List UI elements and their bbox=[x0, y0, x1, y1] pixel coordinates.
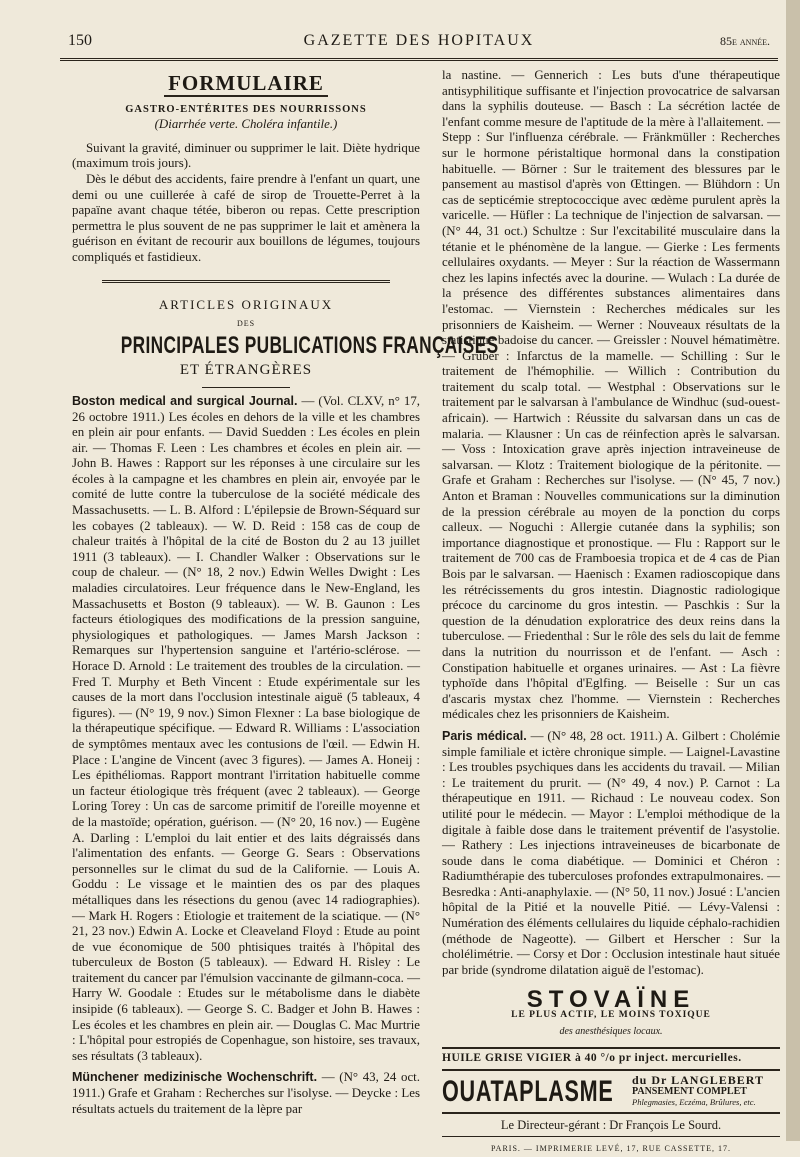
journal-name: Münchener medizinische Wochenschrift. bbox=[72, 1070, 318, 1085]
section-divider bbox=[102, 280, 390, 283]
journal-text: la nastine. — Gennerich : Les buts d'une thérapeutique antisyphilitique suffisante et l'injection provocatrice de salvarsan dans la syphilis douteuse. — Basch : La sécrétion lactée de l'enfant comme mesure de l'aptitude de la mère à l'allaitement. — Stepp : Sur l'influenza cérébrale. — Fränkmüller : Recherches sur le hormone péristaltique hormonal dans la constipation habituelle. — Börner : Sur le traitement des blessures par le pansement au mastisol d'après von Œttingen. — Blühdorn : Un cas de septicémie streptococcique avec œdème purulent après la varicelle. — Hüfler : La technique de l'injection de salvarsan. — (N° 44, 31 oct.) Schultze : Sur l'excitabilité musculaire dans la tétanie et le phénomène de la langue. — Gierke : Les ferments cellulaires oxydants. — Meyer : Sur la réaction de Wassermann chez les lapins infectés avec la dourine. — Wulach : La durée de la présence des différentes substances alimentaires dans l'estomac. — Viernstein : Recherches médicales sur les prisonniers de Kaisheim. — Werner : Nouveaux résultats de la statistique badoise du cancer. — Greissler : Nouvel hématimètre. — Grüber : Infarctus de la mamelle. — Schilling : Sur le traitement de l'hémophilie. — Willich : Contribution du traitement du scalp total. — Westphal : Observations sur le traitement par le salvarsan à l'ambulance de Windhuc (sud-ouest-africain). — Hartwich : Réussite du salvarsan dans un cas de malaria. — Klausner : Un cas de réinfection après le salvarsan. — Voss : Intoxication grave après injection intraveineuse de salvarsan. — Klotz : Traitement biologique de la péritonite. — Grafe et Graham : Recherches sur l'isolyse. — (N° 45, 7 nov.) Anton et Braman : Nouvelles communications sur la diminution de la pression cérébrale au moyen de la ponction du corps calleux. — Noguchi : Allergie cutanée dans la syphilis; son importance diagnostique et pronostique. — Flu : Rapport sur le traitement de 700 cas de Framboesia tropica et de 4 cas de Pian Bois par le salvarsan. — Haenisch : Examen radioscopique dans les rétrécissements du gros intestin. Diagnostic radiologique précoce du carcinome du gros intestin. — Paschkis : Sur la question de la dénudation exploratrice des deux reins dans la tuberculose. — Friedenthal : Sur le rôle des sels du lait de femme dans la nutrition du nourrisson et de l'enfant. — Asch : Constipation habituelle et organes urinaires. — Ast : La fièvre typhoïde dans l'hôpital d'Eglfing. — Beiselle : Sur un cas d'ascaris mystax chez l'homme. — Viernstein : Recherches médicales chez les prisonniers de Kaisheim. bbox=[442, 68, 780, 722]
langlebert-name: du Dr LANGLEBERT bbox=[632, 1072, 765, 1087]
page-number: 150 bbox=[68, 32, 92, 49]
pansement-label: PANSEMENT COMPLET bbox=[632, 1085, 747, 1097]
directeur-gerant: Le Directeur-gérant : Dr François Le Sourd. bbox=[442, 1118, 780, 1138]
journal-entry bbox=[442, 68, 780, 723]
stovaine-tagline: LE PLUS ACTIF, LE MOINS TOXIQUE bbox=[511, 1010, 711, 1021]
articles-main-heading: PRINCIPALES PUBLICATIONS FRANÇAISES bbox=[120, 331, 499, 359]
journal-text: — (N° 48, 28 oct. 1911.) A. Gilbert : Cholémie simple familiale et ictère chronique simple. — Laignel-Lavastine : Les troubles psychiques dans les accidents du travail. — Milian : Le traitement du prurit. — (N° 49, 4 nov.) P. Carnot : La thérapeutique en 1911. — Richaud : Le nouveau codex. Son utilité pour le médecin. — Mayor : L'emploi méthodique de la digitale à faible dose dans le traitement préventif de l'asystolie. — Rathery : Les injections intraveineuses de bicarbonate de soude dans le coma diabétique. — Dominici et Chéron : Radiumthérapie des tuberculoses profondes extrapulmonaires. — Besredka : Anti-anaphylaxie. — (N° 50, 11 nov.) Josué : L'ancien hôpital de la Pitié et la nouvelle Pitié. — Lévy-Valensi : Numération des éléments cellulaires du liquide céphalo-rachidien (méthode de Nageotte). — Gilbert et Herscher : Sur la cholélimétrie. — Corsy et Dor : Occlusion intestinale haut située par bride (syndrome dilatation aiguë de l'estomac). bbox=[442, 728, 781, 977]
page-edge-shadow bbox=[786, 0, 800, 1141]
indications-label: Phlegmasies, Eczéma, Brûlures, etc. bbox=[632, 1096, 756, 1107]
imprimerie-line: PARIS. — IMPRIMERIE LEVÉ, 17, RUE CASSETTE, 17. bbox=[490, 1144, 732, 1154]
ouataplasme-ad bbox=[442, 1071, 780, 1114]
journal-text: — (Vol. CLXV, n° 17, 26 octobre 1911.) Les écoles en dehors de la ville et les chambres en plein air pour enfants. — David Suedden : Les écoles en plein air. — Thomas F. Leen : Les chambres et écoles en plein air. — John B. Hawes : Rapport sur les réponses à une circulaire sur les écoles à la campagne et les chambres en plein air, envoyée par le comité de lutte contre la tuberculose de la société médicale des Massachusetts. — L. B. Alford : L'épilepsie de Brown-Séquard sur les cobayes (2 tableaux). — W. D. Reid : 158 cas de coup de chaleur traités à l'hôpital de la cité de Boston du 2 au 13 juillet 1911 (3 tableaux). — I. Chandler Walker : Observations sur le coup de chaleur. — (N° 18, 2 nov.) Edwin Welles Dwight : Les maladies circulatoires. Leur fréquence dans le New-England, les Massachusetts et Boston (9 tableaux). — W. B. Gaunon : Les facteurs étiologiques des modifications de la pression sanguine, physiologiques et pathologiques. — James Marsh Jackson : Remarques sur l'hypertension sanguine et l'artério-sclérose. — Horace D. Arnold : Le traitement des troubles de la circulation. — Fred T. Murphy et Beth Vincent : Etude expérimentale sur les causes de la mort dans l'occlusion intestinale aiguë (5 tableaux, 4 figures). — (N° 19, 9 nov.) Simon Flexner : La base biologique de la thérapeutique spécifique. — Edward R. Williams : L'association de symptômes mentaux avec les contusions de l'œil. — Edwin H. Place : L'angine de Vincent (avec 3 figures). — James A. Honeij : Les épithéliomas. Rapport montrant l'irritation habituelle comme un facteur étiologique très fréquent (avec 2 tableaux). — George Loring Torey : Un cas de sarcome primitif de l'oreille moyenne et de la mastoïde; opération, guérison. — (N° 20, 16 nov.) — Eugène A. Darling : L'emploi du lait entier et des laits dégraissés dans l'alimentation des enfants. — George G. Sears : Observations personnelles sur le climat du sud de la Californie. — Louis A. Goddu : Le vissage et le maintien des os par des plaques métalliques dans les résections du genou (avec 14 radiographies). — Mark H. Rogers : Etiologie et traitement de la sciatique. — (N° 21, 23 nov.) Edwin A. Locke et Cleaveland Floyd : Etude au point de vue économique de 500 phtisiques traités à l'hôpital des tuberculeux de Boston (5 tableaux). — Edward H. Risley : Le traitement du cancer par l'émulsion vaccinante de gilmann-coca. — Harry W. Goodale : Etudes sur le métabolisme dans le diabète insipide (6 tableaux). — George S. C. Badger et John B. Hawes : Les écoles et les chambres en plein air. — Douglas C. Mac Murtrie : L'hôpital pour estropiés de Copenhague, son histoire, ses travaux, ses résultats (3 tableaux). bbox=[72, 393, 420, 1063]
short-divider bbox=[202, 387, 290, 388]
articles-etr-heading: ET ÉTRANGÈRES bbox=[179, 362, 313, 379]
year-label: 85e année. bbox=[720, 34, 770, 48]
formulaire-paragraph: Suivant la gravité, diminuer ou supprimer le lait. Diète hydrique (maximum trois jours). bbox=[72, 140, 420, 171]
journal-entry bbox=[72, 394, 420, 1065]
huile-grise-ad: HUILE GRISE VIGIER à 40 °/o pr inject. mercurielles. bbox=[442, 1047, 780, 1071]
articles-des: DES bbox=[236, 319, 256, 329]
formulaire-subtitle: (Diarrhée verte. Choléra infantile.) bbox=[154, 117, 338, 132]
formulaire-paragraph: Dès le début des accidents, faire prendre à l'enfant un quart, une demi ou une cuillerée à café de sirop de Trouette-Perret à la papaïne avant chaque tétée, biberon ou repas. Cette prescription permettra le plus souvent de ne pas supprimer le lait et amènera la guérison en évitant de recourir aux bouillons de légumes, toujours compliqués et fastidieux. bbox=[72, 171, 420, 264]
journal-entry bbox=[442, 729, 780, 979]
formulaire-subheading: GASTRO-ENTÉRITES DES NOURRISSONS bbox=[125, 103, 367, 115]
formulaire-title: FORMULAIRE bbox=[72, 76, 420, 92]
journal-title: GAZETTE DES HOPITAUX bbox=[303, 32, 535, 49]
stovaine-ad bbox=[442, 986, 780, 1039]
journal-text: — (N° 43, 24 oct. 1911.) Grafe et Graham : Recherches sur l'isolyse. — Deycke : Les résultats actuels du traitement de la lèpre par bbox=[72, 1070, 420, 1116]
journal-name: Boston medical and surgical Journal. bbox=[72, 393, 298, 408]
stovaine-tagline-2: des anesthésiques locaux. bbox=[559, 1025, 663, 1037]
page-header bbox=[60, 30, 778, 58]
stovaine-title: STOVAÏNE bbox=[526, 986, 696, 1014]
langlebert-info bbox=[632, 1072, 765, 1108]
journal-entry bbox=[72, 1070, 420, 1117]
journal-name: Paris médical. bbox=[442, 728, 527, 743]
right-column bbox=[442, 68, 780, 1157]
articles-heading: ARTICLES ORIGINAUX bbox=[158, 296, 334, 312]
ouataplasme-title: OUATAPLASME bbox=[442, 1074, 614, 1108]
header-rule bbox=[60, 58, 778, 61]
